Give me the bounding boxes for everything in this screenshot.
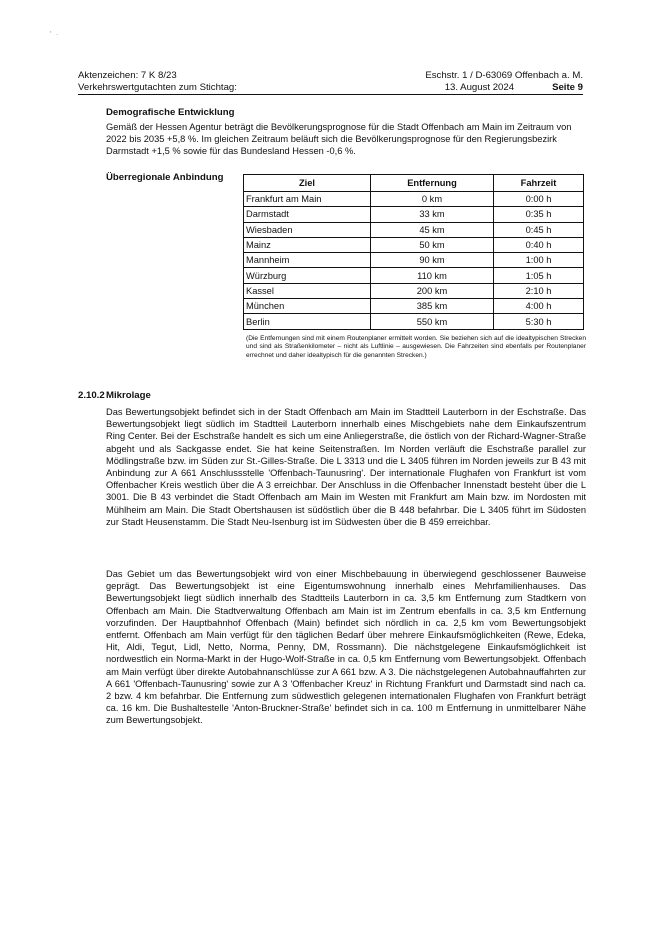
page-number: Seite 9 (552, 81, 583, 93)
demografie-paragraph: Gemäß der Hessen Agentur beträgt die Bevölkerungsprognose für die Stadt Offenbach am Main im Zeitraum von 2022 bis 2035 +5,8 %. Im gleichen Zeitraum beläuft sich die Bevölkerungsprognose für den Regierungsbezirk Darmstadt +1,5 % sowie für das Bundesland Hessen -0,6 %. (106, 122, 572, 156)
table-row (244, 299, 584, 314)
cell-entfernung: 33 km (371, 207, 494, 222)
cell-ziel: Mainz (244, 237, 371, 252)
file-number: Aktenzeichen: 7 K 8/23 (78, 70, 177, 81)
table-header-row (244, 175, 584, 192)
cell-entfernung: 200 km (371, 283, 494, 298)
cell-entfernung: 385 km (371, 299, 494, 314)
cell-fahrzeit: 1:00 h (494, 253, 584, 268)
cell-fahrzeit: 0:40 h (494, 237, 584, 252)
distance-table (243, 174, 584, 330)
cell-entfernung: 45 km (371, 222, 494, 237)
cell-fahrzeit: 4:00 h (494, 299, 584, 314)
table-row (244, 314, 584, 329)
column-header-fahrzeit: Fahrzeit (494, 175, 584, 192)
cell-entfernung: 110 km (371, 268, 494, 283)
demografie-heading: Demografische Entwicklung (106, 107, 235, 118)
mikrolage-heading (78, 390, 151, 401)
address: Eschstr. 1 / D-63069 Offenbach a. M. (425, 70, 583, 81)
table-row (244, 253, 584, 268)
header-left (78, 70, 237, 93)
column-header-entfernung: Entfernung (371, 175, 494, 192)
table-row (244, 283, 584, 298)
section-title: Mikrolage (106, 390, 151, 401)
cell-fahrzeit: 1:05 h (494, 268, 584, 283)
cell-entfernung: 50 km (371, 237, 494, 252)
cell-fahrzeit: 5:30 h (494, 314, 584, 329)
scan-artifact: ' · (50, 30, 60, 39)
column-header-ziel: Ziel (244, 175, 371, 192)
cell-ziel: Wiesbaden (244, 222, 371, 237)
report-type: Verkehrswertgutachten zum Stichtag: (78, 81, 237, 93)
cell-fahrzeit: 0:45 h (494, 222, 584, 237)
anbindung-label: Überregionale Anbindung (106, 172, 224, 183)
cell-ziel: Frankfurt am Main (244, 192, 371, 207)
table-row (244, 237, 584, 252)
mikrolage-paragraph-2: Das Gebiet um das Bewertungsobjekt wird von einer Mischbebauung in überwiegend geschlossener Bauweise geprägt. Das Bewertungsobjekt ist eine Eigentumswohnung innerhalb eines Mehrfamilienhauses. Das Bewertungsobjekt liegt südlich innerhalb des Stadtteils Lauterborn in ca. 3,5 km Entfernung zum Stadtkern von Offenbach am Main. Die Stadtverwaltung Offenbach am Main ist im Zentrum ebenfalls in ca. 3,5 km Entfernung vorzufinden. Der Hauptbahnhof Offenbach (Main) befindet sich nördlich in ca. 2,5 km vom Bewertungsobjekt entfernt. Offenbach am Main verfügt für den täglichen Bedarf über mehrere Einkaufsmöglichkeiten (Rewe, Edeka, Hit, Aldi, Tegut, Lidl, Netto, Norma, Penny, DM, Rossmann). Die nächstgelegene Einkaufsmöglichkeit ist nordwestlich ein Norma-Markt in der Hugo-Wolf-Straße in ca. 0,5 km Entfernung vom Bewertungsobjekt. Offenbach am Main verfügt über direkte Autobahnanschlüsse zur A 661 bzw. A 3. Die nächstgelegenen Autobahnauffahrten zur A 661 'Offenbach-Taunusring' sowie zur A 3 'Offenbacher Kreuz' in Richtung Frankfurt und Darmstadt sind nach ca. 2 bzw. 4 km befahrbar. Die Entfernung zum südwestlich gelegenen internationalen Flughafen von Frankfurt beträgt ca. 16 km. Die Bushaltestelle 'Anton-Bruckner-Straße' befindet sich in ca. 100 m Entfernung in unmittelbarer Nähe zum Bewertungsobjekt. (106, 569, 586, 726)
cell-ziel: Darmstadt (244, 207, 371, 222)
table-row (244, 268, 584, 283)
table-row (244, 222, 584, 237)
table-row (244, 207, 584, 222)
cell-entfernung: 0 km (371, 192, 494, 207)
cell-fahrzeit: 0:35 h (494, 207, 584, 222)
table-row (244, 192, 584, 207)
header-divider (78, 94, 583, 95)
header-right (283, 70, 583, 93)
report-date: 13. August 2024 (444, 81, 515, 93)
cell-ziel: Würzburg (244, 268, 371, 283)
cell-ziel: München (244, 299, 371, 314)
cell-fahrzeit: 0:00 h (494, 192, 584, 207)
cell-entfernung: 550 km (371, 314, 494, 329)
cell-ziel: Kassel (244, 283, 371, 298)
cell-entfernung: 90 km (371, 253, 494, 268)
cell-ziel: Berlin (244, 314, 371, 329)
section-number: 2.10.2 (78, 390, 105, 401)
mikrolage-paragraph-1: Das Bewertungsobjekt befindet sich in der Stadt Offenbach am Main im Stadtteil Lauterborn in der Eschstraße. Das Bewertungsobjekt liegt südlich im Stadtteil Lauterborn innerhalb eines Mischgebiets nahe dem Einkaufszentrum Ring Center. Bei der Eschstraße handelt es sich um eine Anliegerstraße, die östlich von der Richard-Wagner-Straße abgeht und als Sackgasse endet. Sie hat keine Seitenstraßen. Im Norden verläuft die Eschstraße parallel zur Mödlingstraße bzw. im Süden zur St.-Gilles-Straße. Die L 3313 und die L 3405 führen im Norden jeweils zur B 43 mit Anbindung zur A 661 Anschlussstelle 'Offenbach-Taunusring'. Der internationale Flughafen von Frankfurt ist vom Offenbacher Kreis westlich über die A 3 erreichbar. Der Anschluss in die Offenbacher Innenstadt besteht über die L 3001. Die B 43 verbindet die Stadt Offenbach am Main im Westen mit Frankfurt am Main bzw. im Nordosten mit Mühlheim am Main. Die Stadt Obertshausen ist südöstlich über die B 448 befahrbar. Die L 3405 führt im Südosten zur Stadt Heusenstamm. Die Stadt Neu-Isenburg ist im Südwesten über die B 459 erreichbar. (106, 407, 586, 527)
table-footnote: (Die Entfernungen sind mit einem Routenplaner ermittelt worden. Sie beziehen sich auf die idealtypischen Strecken und sind als Straßenkilometer – nicht als Luftlinie – ausgewiesen. Die Fahrzeiten sind ebenfalls per Routenplaner errechnet und daher idealtypisch für die genannten Strecken.) (246, 335, 586, 359)
cell-fahrzeit: 2:10 h (494, 283, 584, 298)
cell-ziel: Mannheim (244, 253, 371, 268)
